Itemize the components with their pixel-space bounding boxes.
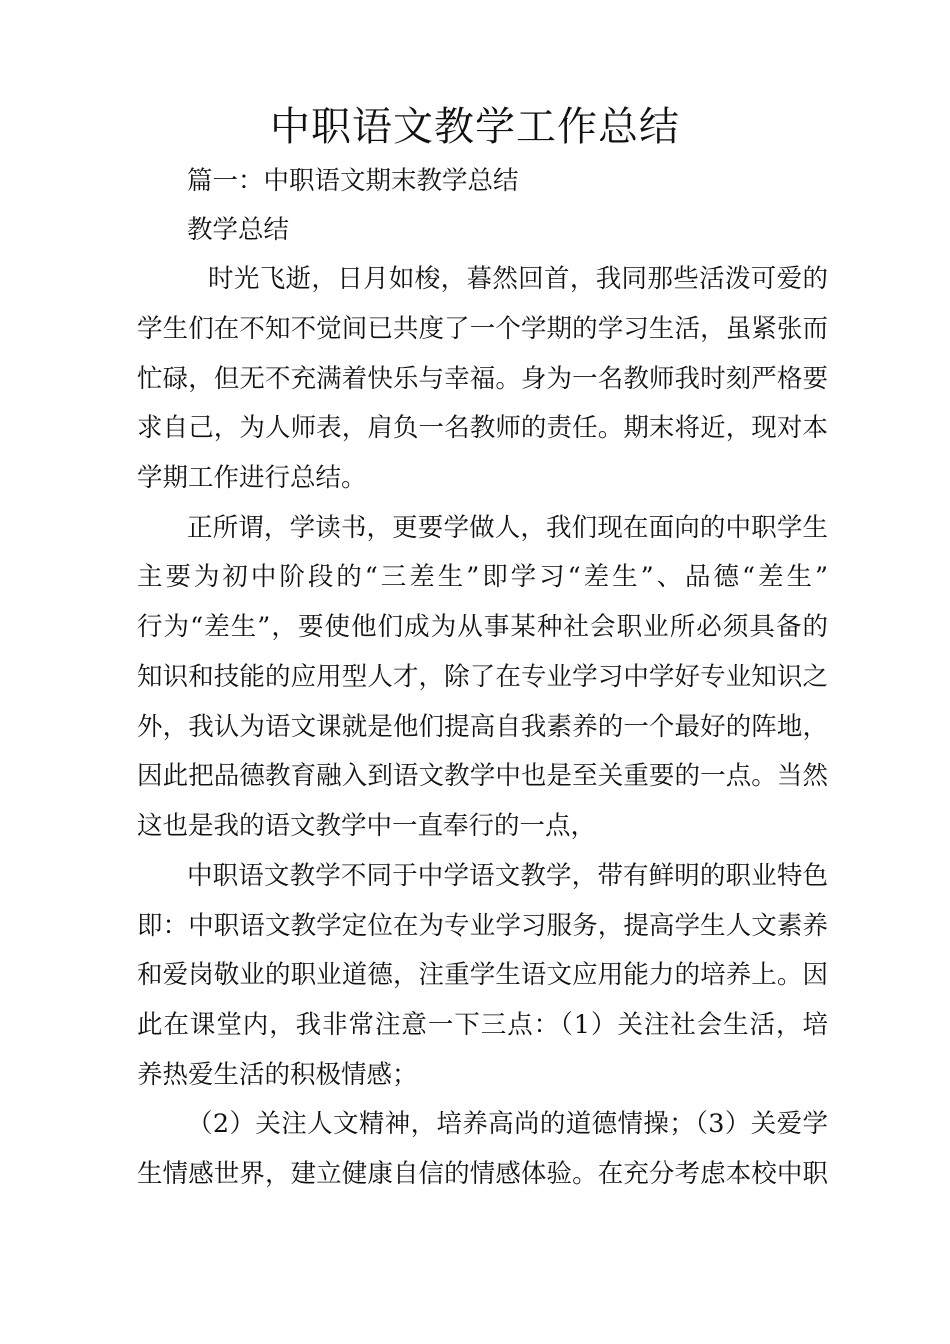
document-title: 中职语文教学工作总结 [270,104,680,150]
paragraph-line: 外，我认为语文课就是他们提高自我素养的一个最好的阵地， [137,712,828,742]
paragraph-line: 正所谓，学读书，更要学做人，我们现在面向的中职学生 [187,513,828,543]
paragraph-line: 因此把品德教育融入到语文教学中也是至关重要的一点。当然 [137,761,828,791]
paragraph-line: 知识和技能的应用型人才，除了在专业学习中学好专业知识之 [137,662,828,692]
paragraph-line: 此在课堂内，我非常注意一下三点：（1）关注社会生活，培 [137,1010,828,1040]
paragraph-line: 和爱岗敬业的职业道德，注重学生语文应用能力的培养上。因 [137,960,828,990]
paragraph-line: 这也是我的语文教学中一直奉行的一点， [137,811,597,841]
paragraph-line: 学生们在不知不觉间已共度了一个学期的学习生活，虽紧张而 [137,314,828,344]
paragraph-line: 养热爱生活的积极情感； [137,1060,418,1090]
paragraph-line: 中职语文教学不同于中学语文教学，带有鲜明的职业特色 [187,861,828,891]
paragraph-line: 生情感世界，建立健康自信的情感体验。在充分考虑本校中职 [137,1159,828,1189]
subheading: 教学总结 [187,215,290,245]
paragraph-line: 即：中职语文教学定位在为专业学习服务，提高学生人文素养 [137,911,828,941]
paragraph-line: （2）关注人文精神，培养高尚的道德情操；（3）关爱学 [187,1109,828,1139]
paragraph-line: 学期工作进行总结。 [137,463,367,493]
paragraph-line: 忙碌，但无不充满着快乐与幸福。身为一名教师我时刻严格要 [137,364,828,394]
paragraph-line: 主要为初中阶段的“三差生”即学习“差生”、品德“差生” [137,562,828,592]
paragraph-line: 求自己，为人师表，肩负一名教师的责任。期末将近，现对本 [137,413,828,443]
paragraph-line: 时光飞逝，日月如梭，暮然回首，我同那些活泼可爱的 [208,264,828,294]
paragraph-line: 行为“差生”，要使他们成为从事某种社会职业所必须具备的 [137,612,828,642]
section-heading: 篇一：中职语文期末教学总结 [187,166,519,196]
